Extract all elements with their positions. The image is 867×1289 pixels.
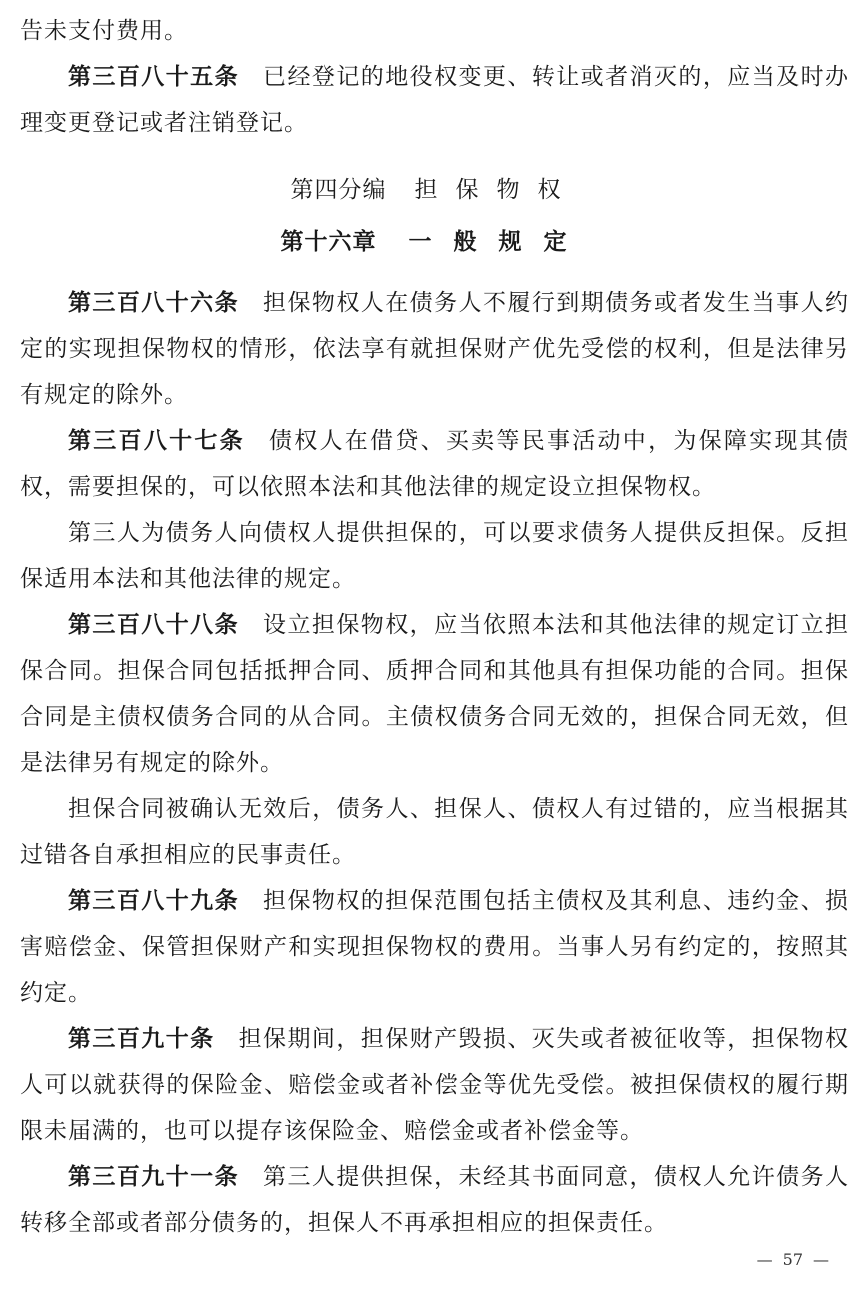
article-number: 第三百八十五条 <box>68 64 240 90</box>
article-number: 第三百九十条 <box>68 1026 215 1052</box>
article-388-paragraph-2 <box>20 786 849 878</box>
article-text: 已经登记的地役权变更、转让或者消灭的，应当及时办理变更登记或者注销登记。 <box>20 64 850 136</box>
article-389 <box>20 878 849 1016</box>
chapter-heading <box>20 222 849 262</box>
page-number-value: 57 <box>782 1250 803 1269</box>
article-number: 第三百八十七条 <box>68 428 245 454</box>
article-385 <box>20 54 849 146</box>
part-title: 担保物权 <box>414 177 579 203</box>
article-number: 第三百八十六条 <box>68 290 240 316</box>
article-number: 第三百八十九条 <box>68 888 240 914</box>
paragraph-continuation <box>20 8 849 54</box>
article-text: 设立担保物权，应当依照本法和其他法律的规定订立担保合同。担保合同包括抵押合同、质押合同和其他具有担保功能的合同。担保合同是主债权债务合同的从合同。主债权债务合同无效的，担保合同无效，但是法律另有规定的除外。 <box>20 612 850 776</box>
article-391 <box>20 1154 849 1246</box>
paragraph-text: 告未支付费用。 <box>20 18 188 44</box>
article-390 <box>20 1016 849 1154</box>
article-text: 担保合同被确认无效后，债务人、担保人、债权人有过错的，应当根据其过错各自承担相应的民事责任。 <box>20 796 849 868</box>
page-number <box>747 1250 839 1269</box>
part-heading <box>20 170 849 210</box>
article-number: 第三百九十一条 <box>68 1164 240 1190</box>
chapter-label: 第十六章 <box>280 229 377 255</box>
page-number-dash-left: — <box>756 1250 773 1269</box>
article-text: 第三人为债务人向债权人提供担保的，可以要求债务人提供反担保。反担保适用本法和其他法律的规定。 <box>20 520 849 592</box>
part-label: 第四分编 <box>290 177 387 203</box>
article-text: 担保期间，担保财产毁损、灭失或者被征收等，担保物权人可以就获得的保险金、赔偿金或者补偿金等优先受偿。被担保债权的履行期限未届满的，也可以提存该保险金、赔偿金或者补偿金等。 <box>20 1026 850 1144</box>
article-text: 第三人提供担保，未经其书面同意，债权人允许债务人转移全部或者部分债务的，担保人不再承担相应的担保责任。 <box>20 1164 850 1236</box>
article-387 <box>20 418 849 510</box>
page-number-dash-right: — <box>813 1250 829 1269</box>
article-text: 债权人在借贷、买卖等民事活动中，为保障实现其债权，需要担保的，可以依照本法和其他法律的规定设立担保物权。 <box>20 428 850 500</box>
article-387-paragraph-2 <box>20 510 849 602</box>
article-386 <box>20 280 849 418</box>
article-text: 担保物权人在债务人不履行到期债务或者发生当事人约定的实现担保物权的情形，依法享有就担保财产优先受偿的权利，但是法律另有规定的除外。 <box>20 290 850 408</box>
article-388 <box>20 602 849 786</box>
article-number: 第三百八十八条 <box>68 612 240 638</box>
chapter-title: 一般规定 <box>408 229 589 255</box>
article-text: 担保物权的担保范围包括主债权及其利息、违约金、损害赔偿金、保管担保财产和实现担保物权的费用。当事人另有约定的，按照其约定。 <box>20 888 850 1006</box>
